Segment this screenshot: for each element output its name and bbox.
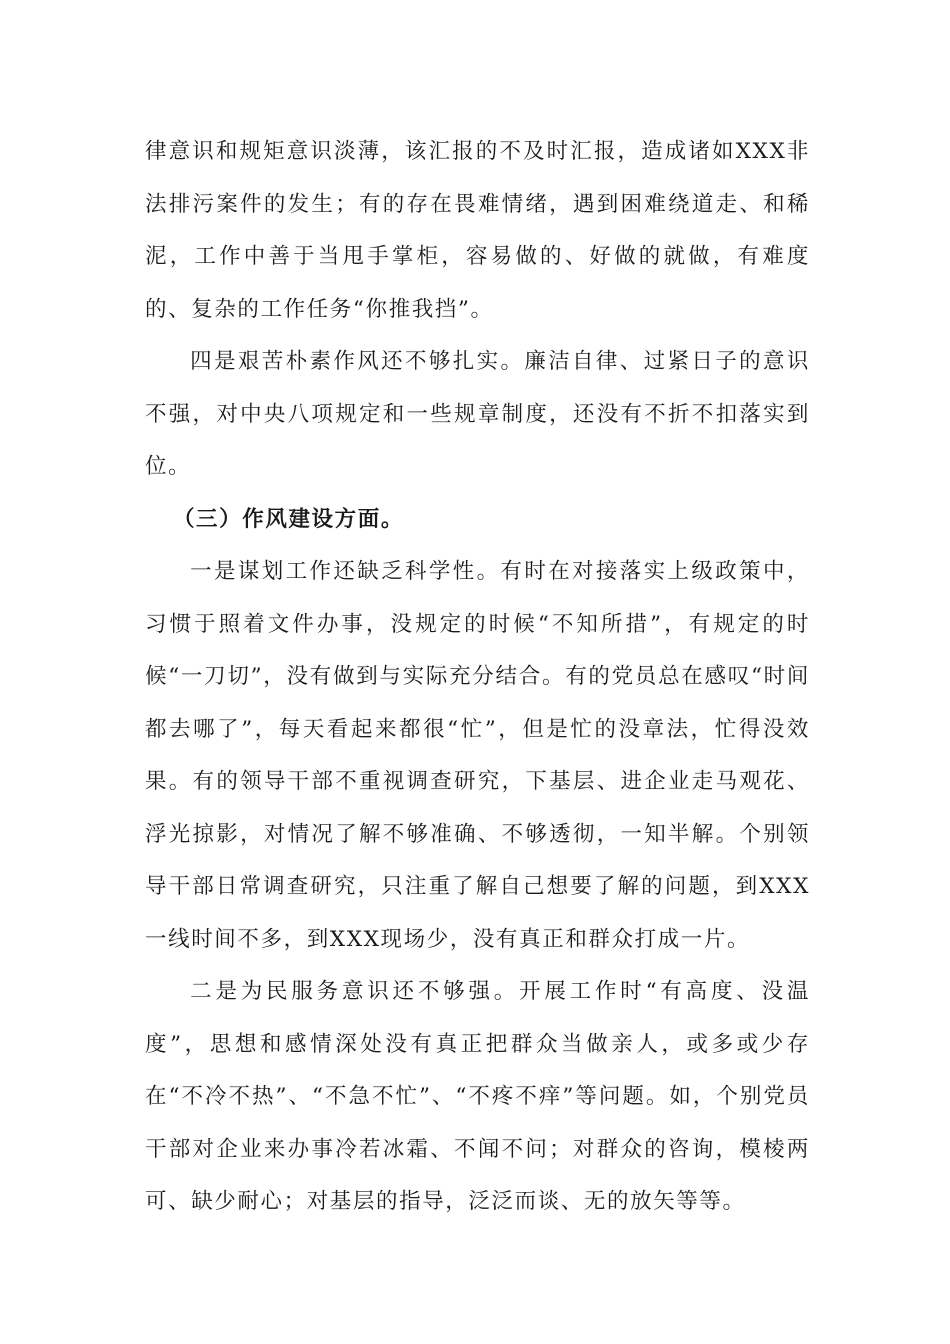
paragraph-point-two: 二是为民服务意识还不够强。开展工作时“有高度、没温度”，思想和感情深处没有真正把群众当做亲人，或多或少存在“不冷不热”、“不急不忙”、“不疼不痒”等问题。如，个别党员干部对企业来办事冷若冰霜、不闻不问；对群众的咨询，模棱两可、缺少耐心；对基层的指导，泛泛而谈、无的放矢等等。 (145, 979, 810, 1214)
paragraph-point-four: 四是艰苦朴素作风还不够扎实。廉洁自律、过紧日子的意识不强，对中央八项规定和一些规章制度，还没有不折不扣落实到位。 (145, 349, 810, 479)
paragraph-point-one: 一是谋划工作还缺乏科学性。有时在对接落实上级政策中，习惯于照着文件办事，没规定的时候“不知所措”，有规定的时候“一刀切”，没有做到与实际充分结合。有的党员总在感叹“时间都去哪了”，每天看起来都很“忙”，但是忙的没章法，忙得没效果。有的领导干部不重视调查研究，下基层、进企业走马观花、浮光掠影，对情况了解不够准确、不够透彻，一知半解。个别领导干部日常调查研究，只注重了解自己想要了解的问题，到XXX一线时间不多，到XXX现场少，没有真正和群众打成一片。 (145, 559, 810, 952)
section-heading: （三）作风建设方面。 (172, 506, 404, 532)
paragraph-continuation: 律意识和规矩意识淡薄，该汇报的不及时汇报，造成诸如XXX非法排污案件的发生；有的存在畏难情绪，遇到困难绕道走、和稀泥，工作中善于当甩手掌柜，容易做的、好做的就做，有难度的、复杂的工作任务“你推我挡”。 (145, 139, 810, 322)
document-body (145, 126, 810, 1229)
